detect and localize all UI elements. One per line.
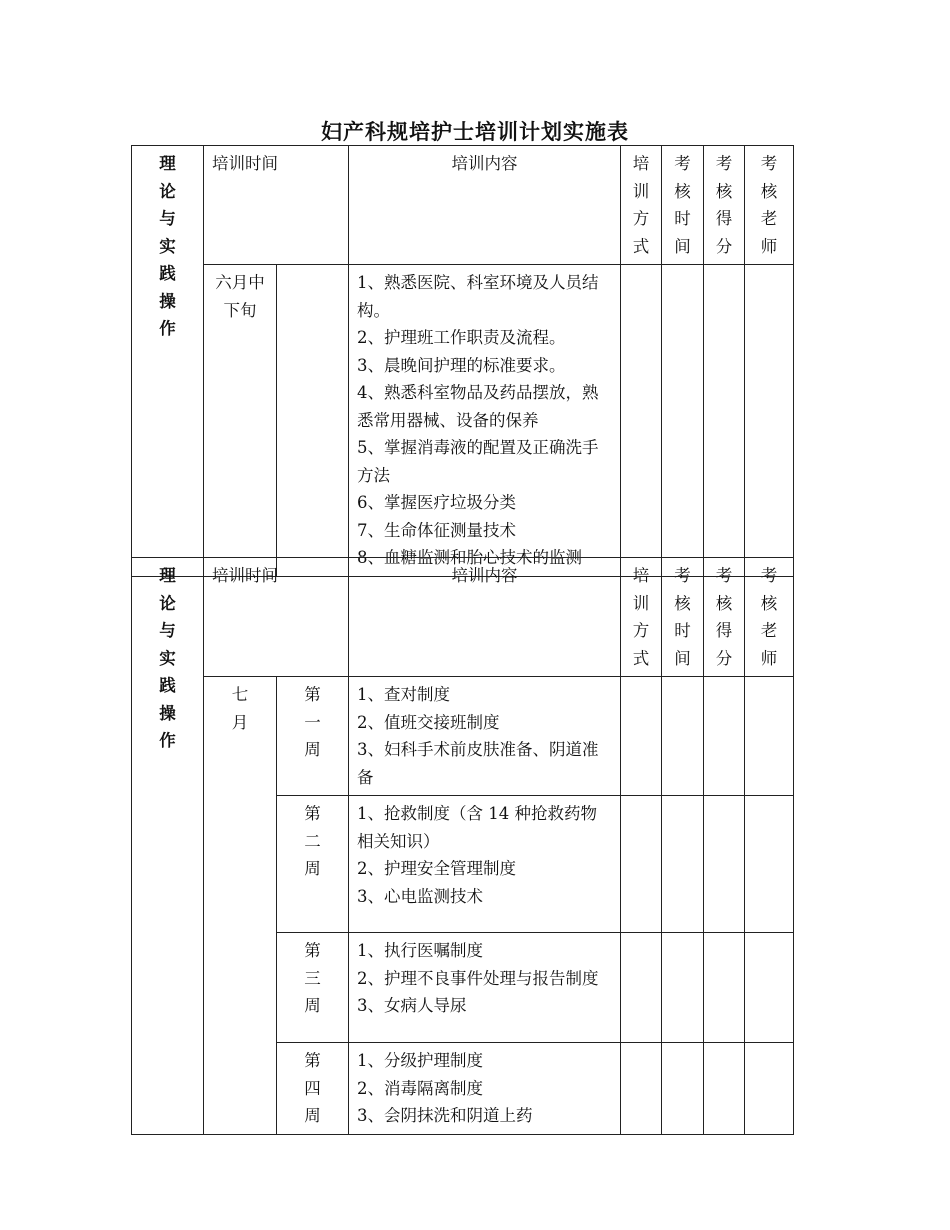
exam-time-cell	[662, 677, 704, 796]
content-item: 2、护理不良事件处理与报告制度	[357, 968, 599, 988]
training-table-june	[131, 145, 794, 577]
header-exam-time: 考 核 时 间	[662, 146, 704, 265]
content-item: 6、掌握医疗垃圾分类	[357, 493, 516, 512]
teacher-cell	[745, 677, 794, 796]
content-item: 3、妇科手术前皮肤准备、阴道准备	[357, 740, 599, 787]
exam-time-cell	[662, 933, 704, 1043]
content-item: 3、女病人导尿	[357, 996, 467, 1015]
content-item: 3、会阴抹洗和阴道上药	[357, 1106, 533, 1125]
header-exam-score: 考 核 得 分	[704, 558, 745, 677]
score-cell	[704, 677, 745, 796]
content-item: 1、查对制度	[357, 685, 450, 704]
week-label: 第 三 周	[277, 933, 349, 1043]
exam-time-cell	[662, 1043, 704, 1135]
content-item: 2、消毒隔离制度	[357, 1078, 483, 1098]
content-item: 5、掌握消毒液的配置及正确洗手方法	[357, 438, 599, 485]
content-item: 1、执行医嘱制度	[357, 941, 483, 960]
content-cell-week-3	[349, 933, 621, 1043]
content-item: 8、血糖监测和胎心技术的监测	[357, 548, 582, 567]
week-label: 第 一 周	[277, 677, 349, 796]
score-cell	[704, 265, 745, 577]
content-cell-week-2	[349, 796, 621, 933]
method-cell	[621, 796, 662, 933]
content-item: 7、生命体征测量技术	[357, 520, 516, 540]
content-item: 3、晨晚间护理的标准要求。	[357, 355, 566, 375]
content-cell-week-1	[349, 677, 621, 796]
month-cell: 七 月	[204, 677, 277, 1135]
header-training-method: 培 训 方 式	[621, 558, 662, 677]
score-cell	[704, 796, 745, 933]
content-item: 2、护理安全管理制度	[357, 859, 516, 878]
section-label: 理 论 与 实 践 操 作	[132, 558, 204, 1135]
content-cell-june	[349, 265, 621, 577]
method-cell	[621, 1043, 662, 1135]
teacher-cell	[745, 1043, 794, 1135]
score-cell	[704, 1043, 745, 1135]
teacher-cell	[745, 265, 794, 577]
period-sub-cell	[277, 265, 349, 577]
period-cell: 六月中下旬	[204, 265, 277, 577]
header-training-content: 培训内容	[349, 558, 621, 677]
content-item: 1、分级护理制度	[357, 1051, 483, 1070]
header-training-method: 培 训 方 式	[621, 146, 662, 265]
content-item: 3、心电监测技术	[357, 886, 483, 906]
header-exam-teacher: 考 核 老 师	[745, 558, 794, 677]
header-exam-time: 考 核 时 间	[662, 558, 704, 677]
method-cell	[621, 933, 662, 1043]
content-item: 2、值班交接班制度	[357, 712, 500, 732]
header-training-content: 培训内容	[349, 146, 621, 265]
exam-time-cell	[662, 796, 704, 933]
week-label: 第 二 周	[277, 796, 349, 933]
page-title: 妇产科规培护士培训计划实施表	[321, 119, 629, 144]
content-item: 1、熟悉医院、科室环境及人员结构。	[357, 273, 599, 320]
content-item: 2、护理班工作职责及流程。	[357, 328, 566, 347]
score-cell	[704, 933, 745, 1043]
teacher-cell	[745, 933, 794, 1043]
content-item: 4、熟悉科室物品及药品摆放，熟悉常用器械、设备的保养	[357, 383, 599, 430]
header-training-time: 培训时间	[204, 558, 349, 677]
content-cell-week-4	[349, 1043, 621, 1135]
header-exam-teacher: 考 核 老 师	[745, 146, 794, 265]
teacher-cell	[745, 796, 794, 933]
exam-time-cell	[662, 265, 704, 577]
content-item: 1、抢救制度（含 14 种抢救药物相关知识）	[357, 804, 597, 851]
method-cell	[621, 265, 662, 577]
week-label: 第 四 周	[277, 1043, 349, 1135]
header-exam-score: 考 核 得 分	[704, 146, 745, 265]
header-training-time: 培训时间	[204, 146, 349, 265]
method-cell	[621, 677, 662, 796]
training-table-july	[131, 557, 794, 1135]
section-label: 理 论 与 实 践 操 作	[132, 146, 204, 577]
